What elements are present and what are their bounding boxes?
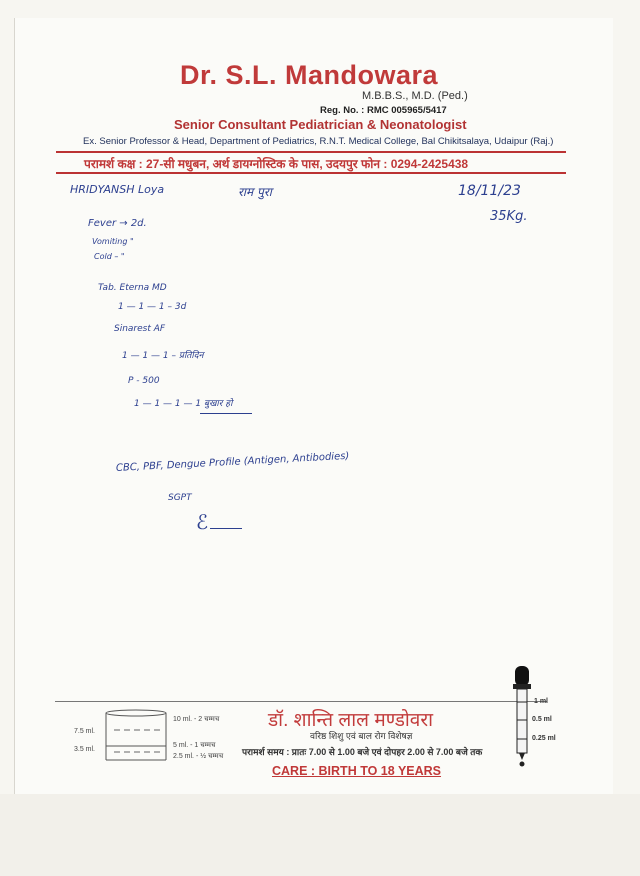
- doctor-designation: Senior Consultant Pediatrician & Neonatologist: [174, 117, 467, 132]
- cup-label: 2.5 ml. - ½ चम्मच: [173, 753, 224, 760]
- dropper-label: 1 ml: [534, 698, 549, 705]
- footer-rule: [55, 701, 547, 702]
- medicine-dose: 1 — 1 — 1 — 1 बुखार हो: [134, 399, 233, 409]
- dropper-label: 0.5 ml: [532, 716, 552, 723]
- measuring-cup-icon: [104, 708, 168, 764]
- cup-label: 7.5 ml.: [74, 728, 96, 735]
- former-role: Ex. Senior Professor & Head, Department of Pediatrics, R.N.T. Medical College, Bal Chikitsalaya, Udaipur (Raj.): [83, 136, 554, 147]
- doctor-name: Dr. S.L. Mandowara: [180, 60, 439, 90]
- clinic-address: परामर्श कक्ष : 27-सी मधुबन, अर्थ डायग्नोस्टिक के पास, उदयपुर फोन : 0294-2425438: [84, 157, 469, 171]
- header-rule-bottom: [56, 172, 566, 174]
- medicine-dose: 1 — 1 — 1 – 3d: [118, 302, 187, 312]
- medicine-name: Tab. Eterna MD: [98, 283, 167, 293]
- medicine-name: P - 500: [128, 376, 160, 386]
- patient-name: HRIDYANSH Loya: [70, 183, 165, 196]
- cup-label: 3.5 ml.: [74, 746, 96, 753]
- cup-label: 5 ml. - 1 चम्मच: [173, 742, 216, 749]
- investigations: CBC, PBF, Dengue Profile (Antigen, Antibodies): [115, 450, 350, 474]
- consultation-timing: परामर्श समय : प्रातः 7.00 से 1.00 बजे एवं दोपहर 2.00 से 7.00 बजे तक: [242, 747, 483, 757]
- investigations-sgpt: SGPT: [168, 493, 192, 503]
- designation-hindi: वरिष्ठ शिशु एवं बाल रोग विशेषज्ञ: [310, 731, 413, 741]
- complaint-item: Cold – ": [94, 252, 125, 261]
- patient-weight: 35Kg.: [490, 209, 528, 224]
- medicine-name: Sinarest AF: [114, 324, 166, 334]
- medicine-dose: 1 — 1 — 1 – प्रतिदिन: [122, 351, 204, 361]
- complaint-item: Vomiting ": [92, 237, 134, 246]
- care-tagline: CARE : BIRTH TO 18 YEARS: [272, 764, 442, 778]
- cup-label: 10 ml. - 2 चम्मच: [173, 716, 220, 723]
- patient-place: राम पुरा: [238, 185, 272, 199]
- scan-bottom-edge: [0, 794, 640, 876]
- doctor-name-hindi: डॉ. शान्ति लाल मण्डोवरा: [268, 710, 434, 731]
- complaint-item: Fever → 2d.: [88, 218, 147, 229]
- dropper-label: 0.25 ml: [532, 735, 556, 742]
- signature-stroke: [210, 528, 242, 529]
- prescription-date: 18/11/23: [458, 183, 521, 199]
- registration-number: Reg. No. : RMC 005965/5417: [320, 105, 447, 116]
- doctor-degrees: M.B.B.S., M.D. (Ped.): [362, 90, 468, 102]
- header-rule-top: [56, 151, 566, 153]
- dose-underline: [200, 413, 252, 414]
- dropper-icon: [510, 664, 534, 768]
- doctor-signature: ℰ: [196, 510, 209, 534]
